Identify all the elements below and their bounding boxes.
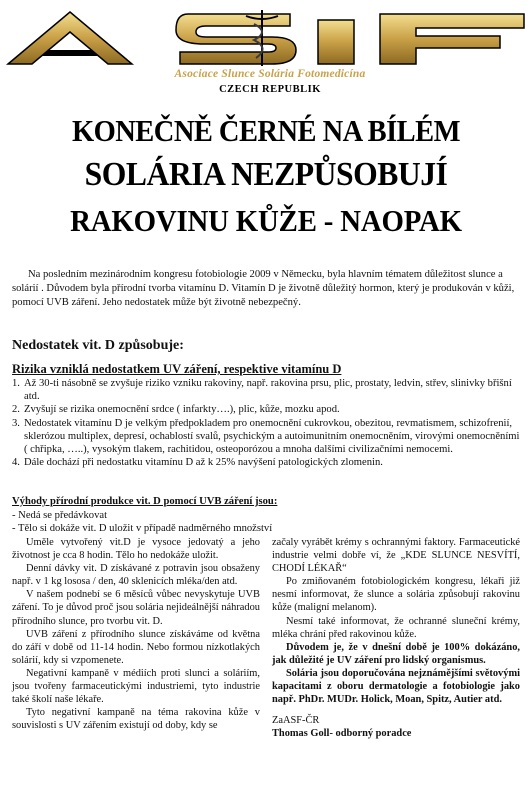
left-paragraph: Uměle vytvořený vit.D je vysoce jedovatý a jeho životnost je cca 8 hodin. Tělo ho nedokáže uložit. (12, 537, 260, 562)
logo-letter-i-shape (318, 20, 354, 64)
risk-text: Dále dochází při nedostatku vitamínu D až k 25% navýšení patologických zlomenin. (24, 457, 383, 469)
logo-country: CZECH REPUBLIK (219, 84, 321, 95)
intro-paragraph: Na posledním mezinárodním kongresu fotobiologie 2009 v Německu, byla hlavním tématem důležitost slunce a solárií . Důvodem byla přírodní tvorba vitamínu D. Vitamín D je životně důležitý hormon, který je produkován v kůži, pomocí UVB záření. Jeho nedostatek může být životně nebezpečný. (12, 269, 515, 308)
risk-text: Zvyšují se rizika onemocnění srdce ( infarkty….), plic, kůže, mozku apod. (24, 404, 340, 416)
logo-subtitle: Asociace Slunce Solária Fotomedicína (174, 68, 366, 80)
risks-list (12, 377, 522, 469)
left-paragraph: Negativní kampaně v médiích proti slunci a soláriím, jsou tvořeny farmaceutickými industriemi, tyto industrie také školí naše lékaře. (12, 667, 260, 706)
signature-organization: ZaASF-ČR (272, 715, 320, 727)
risk-number: 3. (12, 417, 20, 429)
right-paragraph: začaly vyrábět krémy s ochrannými faktory. Farmaceutické industrie velmi dobře ví, že „KDE SLUNCE NESVÍTÍ, CHODÍ LÉKAŘ“ (272, 537, 520, 575)
benefits-heading: Výhody přírodní produkce vit. D pomocí UVB záření jsou: (12, 496, 278, 507)
right-paragraph-bold: Solária jsou doporučována nejznámějšími světovými kapacitami z oboru dermatologie a fotobiologie jako např. PhDr. MUDr. Holick, Moan, Spitz, Autier atd. (272, 667, 520, 706)
asf-logo-graphic (0, 6, 532, 68)
risk-item (12, 403, 522, 416)
risk-item (12, 456, 522, 469)
logo-letter-s-shape (176, 14, 296, 64)
deficiency-heading: Nedostatek vit. D způsobuje: (12, 338, 184, 353)
logo-letter-f-shape (380, 14, 524, 64)
benefit-item: - Nedá se předávkovat (12, 510, 108, 521)
risk-number: 1. (12, 378, 20, 389)
risk-item (12, 417, 522, 457)
left-paragraph: V našem podnebí se 6 měsíců vůbec nevyskytuje UVB záření. To je důvod proč jsou solária nejideálnější náhradou přírodního slunce, pro tvorbu vit. D. (12, 589, 260, 627)
left-column (12, 536, 260, 732)
risks-heading: Rizika vzniklá nedostatkem UV záření, respektive vitamínu D (12, 362, 342, 376)
right-paragraph-bold: Důvodem je, že v dnešní době je 100% dokázáno, jak důležité je UV záření pro lidský organismus. (272, 641, 520, 666)
asf-logo (0, 0, 532, 104)
benefits-list (12, 509, 272, 535)
risk-item (12, 377, 522, 403)
right-paragraph: Po zmiňovaném fotobiologickém kongresu, lékaři již nesmí informovat, že slunce a solária způsobují rakovinu kůže (maligní melanom). (272, 576, 520, 614)
headline-line-3: RAKOVINU KŮŽE - NAOPAK (70, 203, 462, 238)
logo-letter-a-shape (8, 12, 132, 64)
right-column (272, 536, 520, 740)
risk-text: Nedostatek vitamínu D je velkým předpokladem pro onemocnění cukrovkou, obezitou, revmatismem, schizofrenií, sklerózou multiplex, depresí, ochablostí svalů, psychickým a autoimunitním onemocněním, virovými onemocněními ( chřipka, …..), vysokým tlakem, rachitidou, osteoporózou a mnoha dalšími civilizačními nemocemi. (24, 417, 520, 456)
signature-name: Thomas Goll- odborný poradce (272, 728, 412, 740)
left-paragraph: UVB záření z přírodního slunce získáváme od května do září v době od 11-14 hodin. Nebo formou nízkotlakých solárií, kdy si vzpomenete. (12, 628, 260, 666)
right-paragraph: Nesmí také informovat, že ochranné sluneční krémy, mléka chrání před rakovinou kůže. (272, 615, 520, 640)
risk-number: 2. (12, 404, 20, 416)
headline-line-2: SOLÁRIA NEZPŮSOBUJÍ (84, 156, 448, 193)
left-paragraph: Tyto negativní kampaně na téma rakovina kůže v souvislosti s UV zářením existují od doby, kdy se (12, 707, 260, 732)
risk-text: Až 30-ti násobně se zvyšuje riziko vzniku rakoviny, např. rakovina prsu, plic, prostaty, ledvin, střev, slinivky břišní atd. (24, 378, 512, 403)
headline-line-1: KONEČNĚ ČERNÉ NA BÍLÉM (71, 113, 460, 148)
risk-number: 4. (12, 457, 20, 469)
left-paragraph: Denní dávky vit. D získávané z potravin jsou obsaženy např. v 1 kg lososa / den, 40 sklenicích mléka/den atd. (12, 563, 260, 588)
benefit-item: - Tělo si dokáže vit. D uložit v případě nadměrného množství (12, 523, 273, 534)
